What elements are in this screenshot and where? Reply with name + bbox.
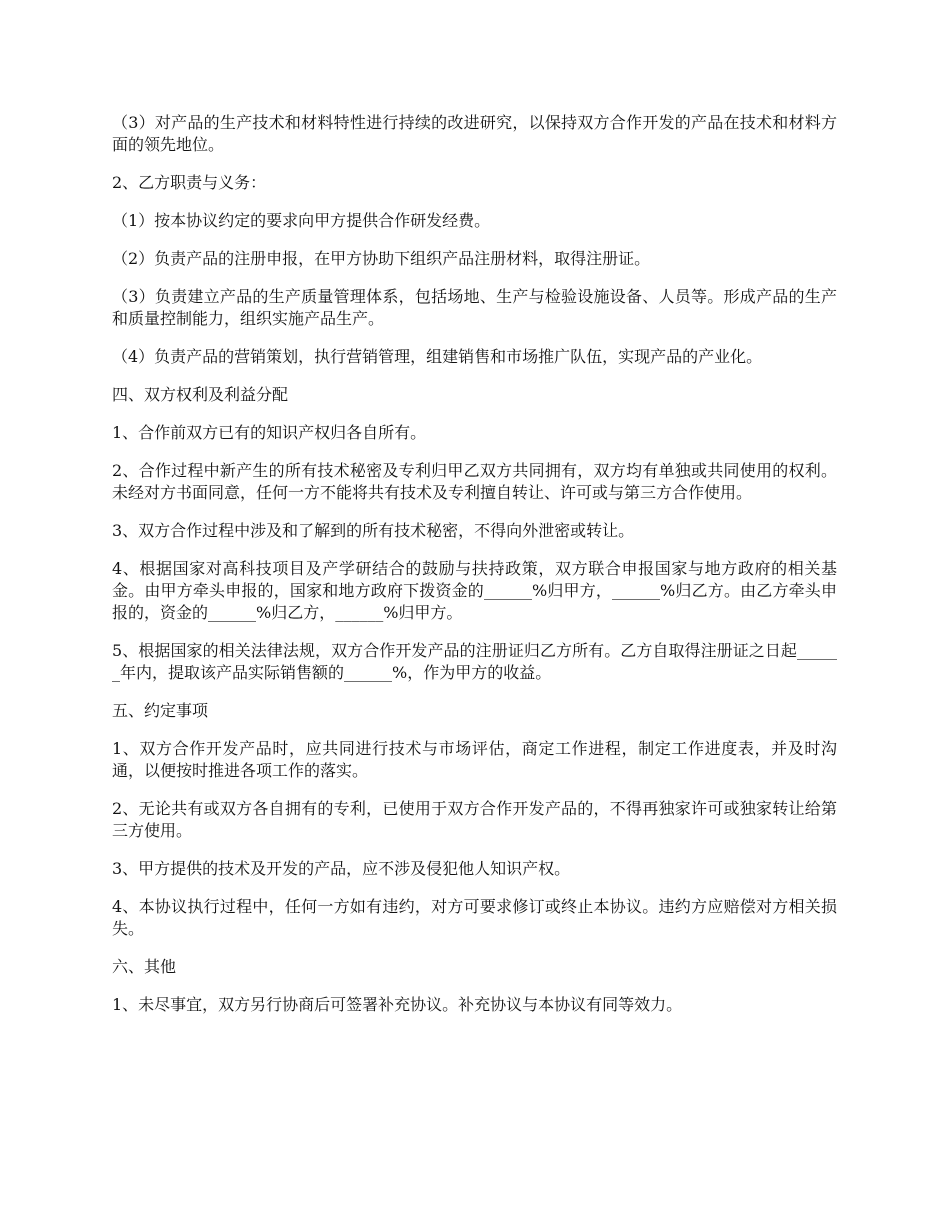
heading-party-b-duties: 2、乙方职责与义务： <box>112 173 267 192</box>
agreement-clause-2: 2、无论共有或双方各自拥有的专利，已使用于双方合作开发产品的，不得再独家许可或独家转让给第三方使用。 <box>112 799 837 840</box>
rights-clause-2: 2、合作过程中新产生的所有技术秘密及专利归甲乙双方共同拥有，双方均有单独或共同使用的权利。未经对方书面同意，任何一方不能将共有技术及专利擅自转让、许可或与第三方合作使用。 <box>112 461 837 502</box>
paragraph-b-3: （3）负责建立产品的生产质量管理体系，包括场地、生产与检验设施设备、人员等。形成产品的生产和质量控制能力，组织实施产品生产。 <box>112 287 837 328</box>
paragraph-b-1: （1）按本协议约定的要求向甲方提供合作研发经费。 <box>112 211 491 230</box>
section-heading-agreements: 五、约定事项 <box>112 701 209 720</box>
agreement-clause-4: 4、本协议执行过程中，任何一方如有违约，对方可要求修订或终止本协议。违约方应赔偿对方相关损失。 <box>112 897 837 938</box>
agreement-clause-3: 3、甲方提供的技术及开发的产品，应不涉及侵犯他人知识产权。 <box>112 859 571 878</box>
document-body <box>112 112 837 1032</box>
agreement-clause-1: 1、双方合作开发产品时，应共同进行技术与市场评估，商定工作进程，制定工作进度表，并及时沟通，以便按时推进各项工作的落实。 <box>112 739 837 780</box>
section-heading-other: 六、其他 <box>112 957 177 976</box>
rights-clause-3: 3、双方合作过程中涉及和了解到的所有技术秘密，不得向外泄密或转让。 <box>112 521 635 540</box>
rights-clause-4: 4、根据国家对高科技项目及产学研结合的鼓励与扶持政策，双方联合申报国家与地方政府的相关基金。由甲方牵头申报的，国家和地方政府下拨资金的______%归甲方，______%归乙方。由乙方牵头申报的，资金的______%归乙方，______%归甲方。 <box>112 559 837 622</box>
paragraph-b-2: （2）负责产品的注册申报，在甲方协助下组织产品注册材料，取得注册证。 <box>112 249 651 268</box>
section-heading-rights: 四、双方权利及利益分配 <box>112 385 289 404</box>
paragraph-b-4: （4）负责产品的营销策划，执行营销管理，组建销售和市场推广队伍，实现产品的产业化。 <box>112 347 763 366</box>
other-clause-1: 1、未尽事宜，双方另行协商后可签署补充协议。补充协议与本协议有同等效力。 <box>112 995 683 1014</box>
rights-clause-1: 1、合作前双方已有的知识产权归各自所有。 <box>112 423 427 442</box>
rights-clause-5: 5、根据国家的相关法律法规，双方合作开发产品的注册证归乙方所有。乙方自取得注册证之日起______年内，提取该产品实际销售额的______%，作为甲方的收益。 <box>112 641 837 682</box>
paragraph-a-3: （3）对产品的生产技术和材料特性进行持续的改进研究，以保持双方合作开发的产品在技术和材料方面的领先地位。 <box>112 113 837 154</box>
